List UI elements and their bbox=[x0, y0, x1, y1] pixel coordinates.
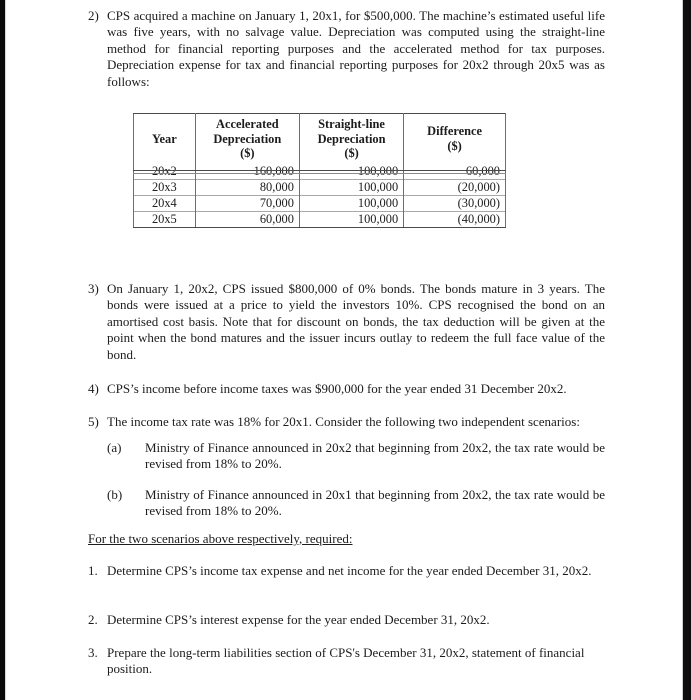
item-text-3: On January 1, 20x2, CPS issued $800,000 of 0% bonds. The bonds mature in 3 years. The bonds were issued at a price to yield the investors 10%. CPS recognised the bond on an amortised cost basis. Note that for discount on bonds, the tax deduction will be given at the point when the bond matures and the issuer incurs outlay to redeem the full face value of the bond. bbox=[107, 281, 605, 362]
required-heading-text: For the two scenarios above respectively, required: bbox=[88, 531, 353, 546]
col-header-difference bbox=[404, 114, 506, 164]
table-header-row bbox=[134, 114, 506, 164]
required-heading bbox=[88, 531, 605, 547]
scenario-text-a: Ministry of Finance announced in 20x2 that beginning from 20x2, the tax rate would be revised from 18% to 20%. bbox=[145, 440, 605, 472]
table-row bbox=[134, 211, 506, 227]
depreciation-table-head bbox=[134, 114, 506, 164]
col-header-year bbox=[134, 114, 196, 164]
scenario-item-a bbox=[107, 440, 605, 473]
item-text-5: The income tax rate was 18% for 20x1. Consider the following two independent scenarios: bbox=[107, 414, 580, 429]
col-header-difference-line2: ($) bbox=[447, 138, 462, 153]
requirement-item-3 bbox=[88, 645, 605, 678]
col-header-accelerated-line1: Accelerated bbox=[216, 117, 279, 131]
scenario-marker-b: (b) bbox=[107, 487, 123, 502]
question-item-4 bbox=[88, 381, 605, 397]
table-row bbox=[134, 179, 506, 195]
requirement-item-1 bbox=[88, 563, 605, 579]
requirement-text-1: Determine CPS’s income tax expense and net income for the year ended December 31, 20x2. bbox=[107, 563, 592, 578]
question-item-5 bbox=[88, 414, 605, 430]
table-header-rule-lower bbox=[133, 173, 506, 174]
col-header-accelerated-line3: ($) bbox=[240, 146, 255, 161]
col-header-year-line1: Year bbox=[151, 131, 177, 146]
cell-accelerated: 60,000 bbox=[195, 211, 299, 227]
question-item-3 bbox=[88, 281, 605, 363]
col-header-accelerated bbox=[195, 114, 299, 164]
requirement-marker-3: 3. bbox=[88, 645, 98, 660]
requirement-item-2 bbox=[88, 612, 605, 628]
requirement-text-2: Determine CPS’s interest expense for the year ended December 31, 20x2. bbox=[107, 612, 490, 627]
item-marker-5: 5) bbox=[88, 414, 99, 429]
cell-accelerated: 70,000 bbox=[195, 195, 299, 211]
col-header-difference-line1: Difference bbox=[427, 124, 482, 139]
cell-difference: (40,000) bbox=[404, 211, 506, 227]
requirement-marker-2: 2. bbox=[88, 612, 98, 627]
scenario-item-b bbox=[107, 487, 605, 520]
col-header-straight-line-line3: ($) bbox=[344, 146, 359, 161]
col-header-straight-line-line2: Depreciation bbox=[317, 131, 386, 146]
cell-straight-line: 100,000 bbox=[299, 179, 403, 195]
requirement-text-3: Prepare the long-term liabilities section of CPS's December 31, 20x2, statement of financial position. bbox=[107, 645, 585, 677]
col-header-straight-line-line1: Straight-line bbox=[318, 117, 385, 131]
requirement-marker-1: 1. bbox=[88, 563, 98, 578]
scenario-marker-a: (a) bbox=[107, 440, 122, 455]
cell-accelerated: 80,000 bbox=[195, 179, 299, 195]
scenario-text-b: Ministry of Finance announced in 20x1 that beginning from 20x2, the tax rate would be revised from 18% to 20%. bbox=[145, 487, 605, 519]
table-header-double-rule bbox=[133, 170, 506, 173]
item-text-4: CPS’s income before income taxes was $900,000 for the year ended 31 December 20x2. bbox=[107, 381, 567, 396]
question-item-2 bbox=[88, 8, 605, 90]
col-header-straight-line bbox=[299, 114, 403, 164]
cell-difference: (30,000) bbox=[404, 195, 506, 211]
item-marker-2: 2) bbox=[88, 8, 99, 23]
table-row bbox=[134, 195, 506, 211]
item-marker-3: 3) bbox=[88, 281, 99, 296]
cell-year: 20x4 bbox=[134, 195, 196, 211]
cell-year: 20x5 bbox=[134, 211, 196, 227]
cell-straight-line: 100,000 bbox=[299, 211, 403, 227]
item-text-2: CPS acquired a machine on January 1, 20x1, for $500,000. The machine’s estimated useful life was five years, with no salvage value. Depreciation was computed using the straight-line method for financial reporting purposes and the accelerated method for tax purposes. Depreciation expense for tax and financial reporting purposes for 20x2 through 20x5 was as follows: bbox=[107, 8, 605, 89]
item-marker-4: 4) bbox=[88, 381, 99, 396]
cell-year: 20x3 bbox=[134, 179, 196, 195]
cell-straight-line: 100,000 bbox=[299, 195, 403, 211]
cell-difference: (20,000) bbox=[404, 179, 506, 195]
col-header-accelerated-line2: Depreciation bbox=[213, 131, 282, 146]
table-header-rule-upper bbox=[133, 170, 506, 171]
